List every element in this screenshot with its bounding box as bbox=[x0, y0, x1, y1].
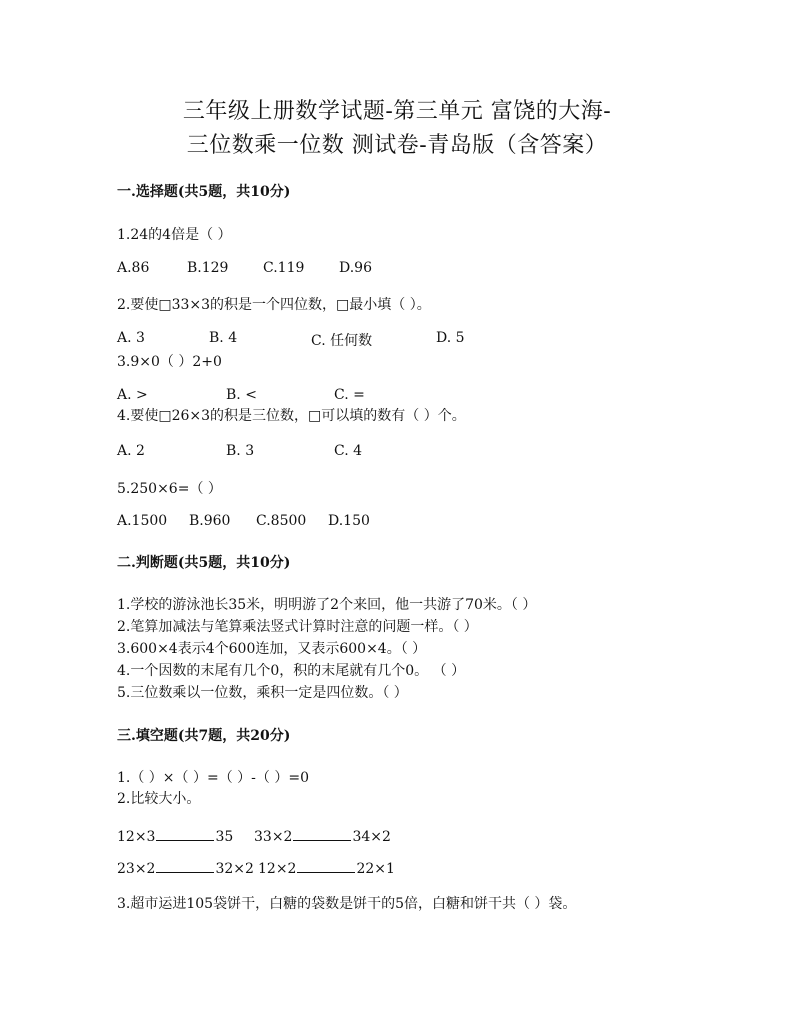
option-d: D. 5 bbox=[436, 330, 465, 346]
option-b: B.129 bbox=[187, 260, 229, 276]
option-d: D.150 bbox=[328, 513, 370, 529]
section-heading-judgement: 二.判断题(共5题，共10分) bbox=[117, 555, 291, 571]
option-c: C. 任何数 bbox=[311, 333, 373, 349]
answer-blank[interactable] bbox=[156, 858, 214, 873]
option-a: A. > bbox=[117, 387, 148, 403]
option-c: C.119 bbox=[263, 260, 305, 276]
compare-right: 35 bbox=[215, 829, 234, 845]
answer-blank[interactable] bbox=[297, 858, 355, 873]
compare-right: 32×2 bbox=[215, 861, 254, 877]
compare-item bbox=[117, 858, 254, 877]
section-heading-choice: 一.选择题(共5题，共10分) bbox=[117, 184, 291, 200]
answer-blank[interactable] bbox=[156, 826, 214, 841]
option-c: C. 4 bbox=[334, 443, 363, 459]
title-line-2: 三位数乘一位数 测试卷-青岛版（含答案） bbox=[186, 133, 608, 158]
statement: 2.笔算加减法与笔算乘法竖式计算时注意的问题一样。（ ） bbox=[117, 619, 478, 635]
compare-item bbox=[258, 858, 395, 877]
option-b: B. 4 bbox=[209, 330, 238, 346]
option-b: B.960 bbox=[189, 513, 231, 529]
answer-blank[interactable] bbox=[293, 826, 351, 841]
compare-right: 22×1 bbox=[356, 861, 395, 877]
question-text: 2.要使□33×3的积是一个四位数，□最小填（ ）。 bbox=[117, 297, 431, 313]
question-text: 2.比较大小。 bbox=[117, 791, 201, 807]
statement: 3.600×4表示4个600连加，又表示600×4。（ ） bbox=[117, 641, 427, 657]
compare-left: 12×3 bbox=[117, 829, 156, 845]
option-d: D.96 bbox=[339, 260, 372, 276]
question-text: 3.超市运进105袋饼干，白糖的袋数是饼干的5倍，白糖和饼干共（ ）袋。 bbox=[117, 896, 577, 912]
compare-item bbox=[254, 826, 391, 845]
compare-left: 12×2 bbox=[258, 861, 297, 877]
compare-left: 33×2 bbox=[254, 829, 293, 845]
question-text: 3.9×0（ ）2+0 bbox=[117, 354, 222, 370]
compare-right: 34×2 bbox=[352, 829, 391, 845]
question-text: 1.24的4倍是（ ） bbox=[117, 227, 232, 243]
compare-left: 23×2 bbox=[117, 861, 156, 877]
statement: 5.三位数乘以一位数，乘积一定是四位数。（ ） bbox=[117, 685, 408, 701]
title-line-1: 三年级上册数学试题-第三单元 富饶的大海- bbox=[182, 99, 612, 124]
section-heading-fill: 三.填空题(共7题，共20分) bbox=[117, 728, 291, 744]
question-text: 4.要使□26×3的积是三位数，□可以填的数有（ ）个。 bbox=[117, 408, 466, 424]
option-b: B. 3 bbox=[226, 443, 255, 459]
option-a: A. 3 bbox=[117, 330, 145, 346]
option-c: C.8500 bbox=[256, 513, 307, 529]
question-text: 5.250×6=（ ） bbox=[117, 481, 222, 497]
option-c: C. = bbox=[334, 387, 365, 403]
question-text: 1.（ ）×（ ）=（ ）-（ ）=0 bbox=[117, 770, 309, 786]
option-b: B. < bbox=[226, 387, 257, 403]
statement: 1.学校的游泳池长35米，明明游了2个来回，他一共游了70米。（ ） bbox=[117, 597, 537, 613]
statement: 4.一个因数的末尾有几个0，积的末尾就有几个0。 （ ） bbox=[117, 663, 466, 679]
compare-item bbox=[117, 826, 233, 845]
option-a: A.86 bbox=[117, 260, 150, 276]
option-a: A. 2 bbox=[117, 443, 145, 459]
option-a: A.1500 bbox=[117, 513, 168, 529]
